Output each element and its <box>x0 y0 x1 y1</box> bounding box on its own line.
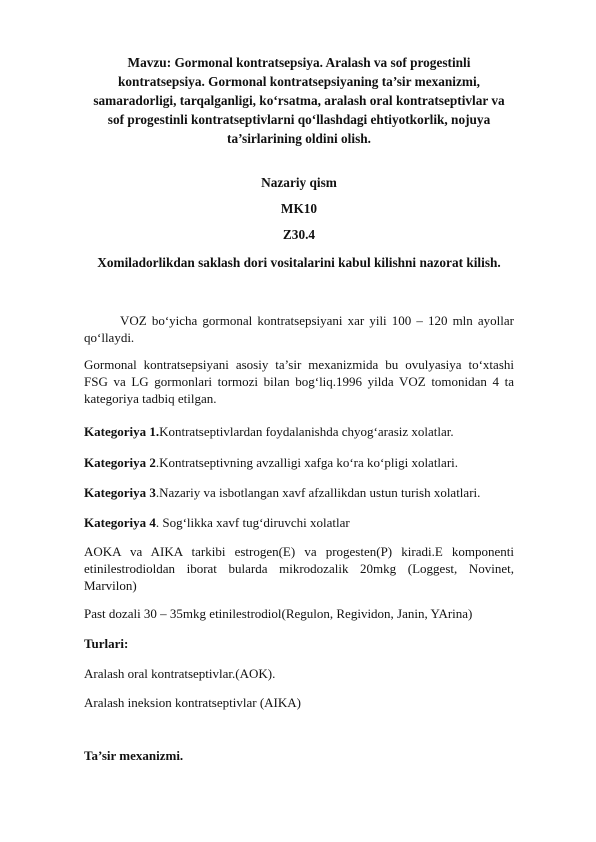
code-mk: MK10 <box>280 201 318 216</box>
category-text: .Kontratseptivning avzalligi xafga ko‘ra ko‘pligi xolatlari. <box>155 455 459 470</box>
subheading: Xomiladorlikdan saklash dori vositalarini kabul kilishni nazorat kilish. <box>97 255 501 270</box>
category-text: .Nazariy va isbotlangan xavf afzallikdan ustun turish xolatlari. <box>155 485 481 500</box>
section-heading: Nazariy qism <box>261 175 337 190</box>
paragraph-past-dose: Past dozali 30 – 35mkg etinilestrodiol(Regulon, Regividon, Janin, YArina) <box>84 606 473 621</box>
category-text: . Sog‘likka xavf tug‘diruvchi xolatlar <box>155 515 350 530</box>
category-label: Kategoriya 4 <box>84 515 156 530</box>
paragraph-voz: VOZ bo‘yicha gormonal kontratsepsiyani xar yili 100 – 120 mln ayollar qo‘llaydi. <box>84 313 514 345</box>
category-item <box>84 514 514 531</box>
category-text: Kontratseptivlardan foydalanishda chyog‘arasiz xolatlar. <box>159 424 454 439</box>
paragraph-aoka: AOKA va AIKA tarkibi estrogen(E) va progesten(P) kiradi.E komponenti etinilestrodioldan iborat bularda mikrodozalik 20mkg (Loggest, Novinet, Marvilon) <box>84 544 514 593</box>
category-label: Kategoriya 2 <box>84 455 156 470</box>
category-label: Kategoriya 3 <box>84 485 156 500</box>
document-title: Mavzu: Gormonal kontratsepsiya. Aralash va sof progestinli kontratsepsiya. Gormonal kontratsepsiyaning ta’sir mexanizmi, samaradorligi, tarqalganligi, ko‘rsatma, aralash oral kontratseptivlar va sof progestinli kontratseptivlarni qo‘llashdagi ehtiyotkorlik, nojuya ta’sirlarining oldini olish. <box>93 55 505 146</box>
types-heading: Turlari: <box>84 636 129 651</box>
category-item <box>84 484 514 501</box>
paragraph-mechanism: Gormonal kontratsepsiyani asosiy ta’sir mexanizmida bu ovulyasiya to‘xtashi FSG va LG gormonlari tormozi bilan bog‘liq.1996 yilda VOZ tomonidan 4 ta kategoriya tadbiq etilgan. <box>84 357 514 406</box>
type-item: Aralash oral kontratseptivlar.(AOK). <box>84 666 276 681</box>
category-item <box>84 423 514 440</box>
mechanism-heading: Ta’sir mexanizmi. <box>84 748 184 763</box>
type-item: Aralash ineksion kontratseptivlar (AIKA) <box>84 695 301 710</box>
category-item <box>84 454 514 471</box>
code-z: Z30.4 <box>282 227 316 242</box>
category-label: Kategoriya 1. <box>84 424 160 439</box>
